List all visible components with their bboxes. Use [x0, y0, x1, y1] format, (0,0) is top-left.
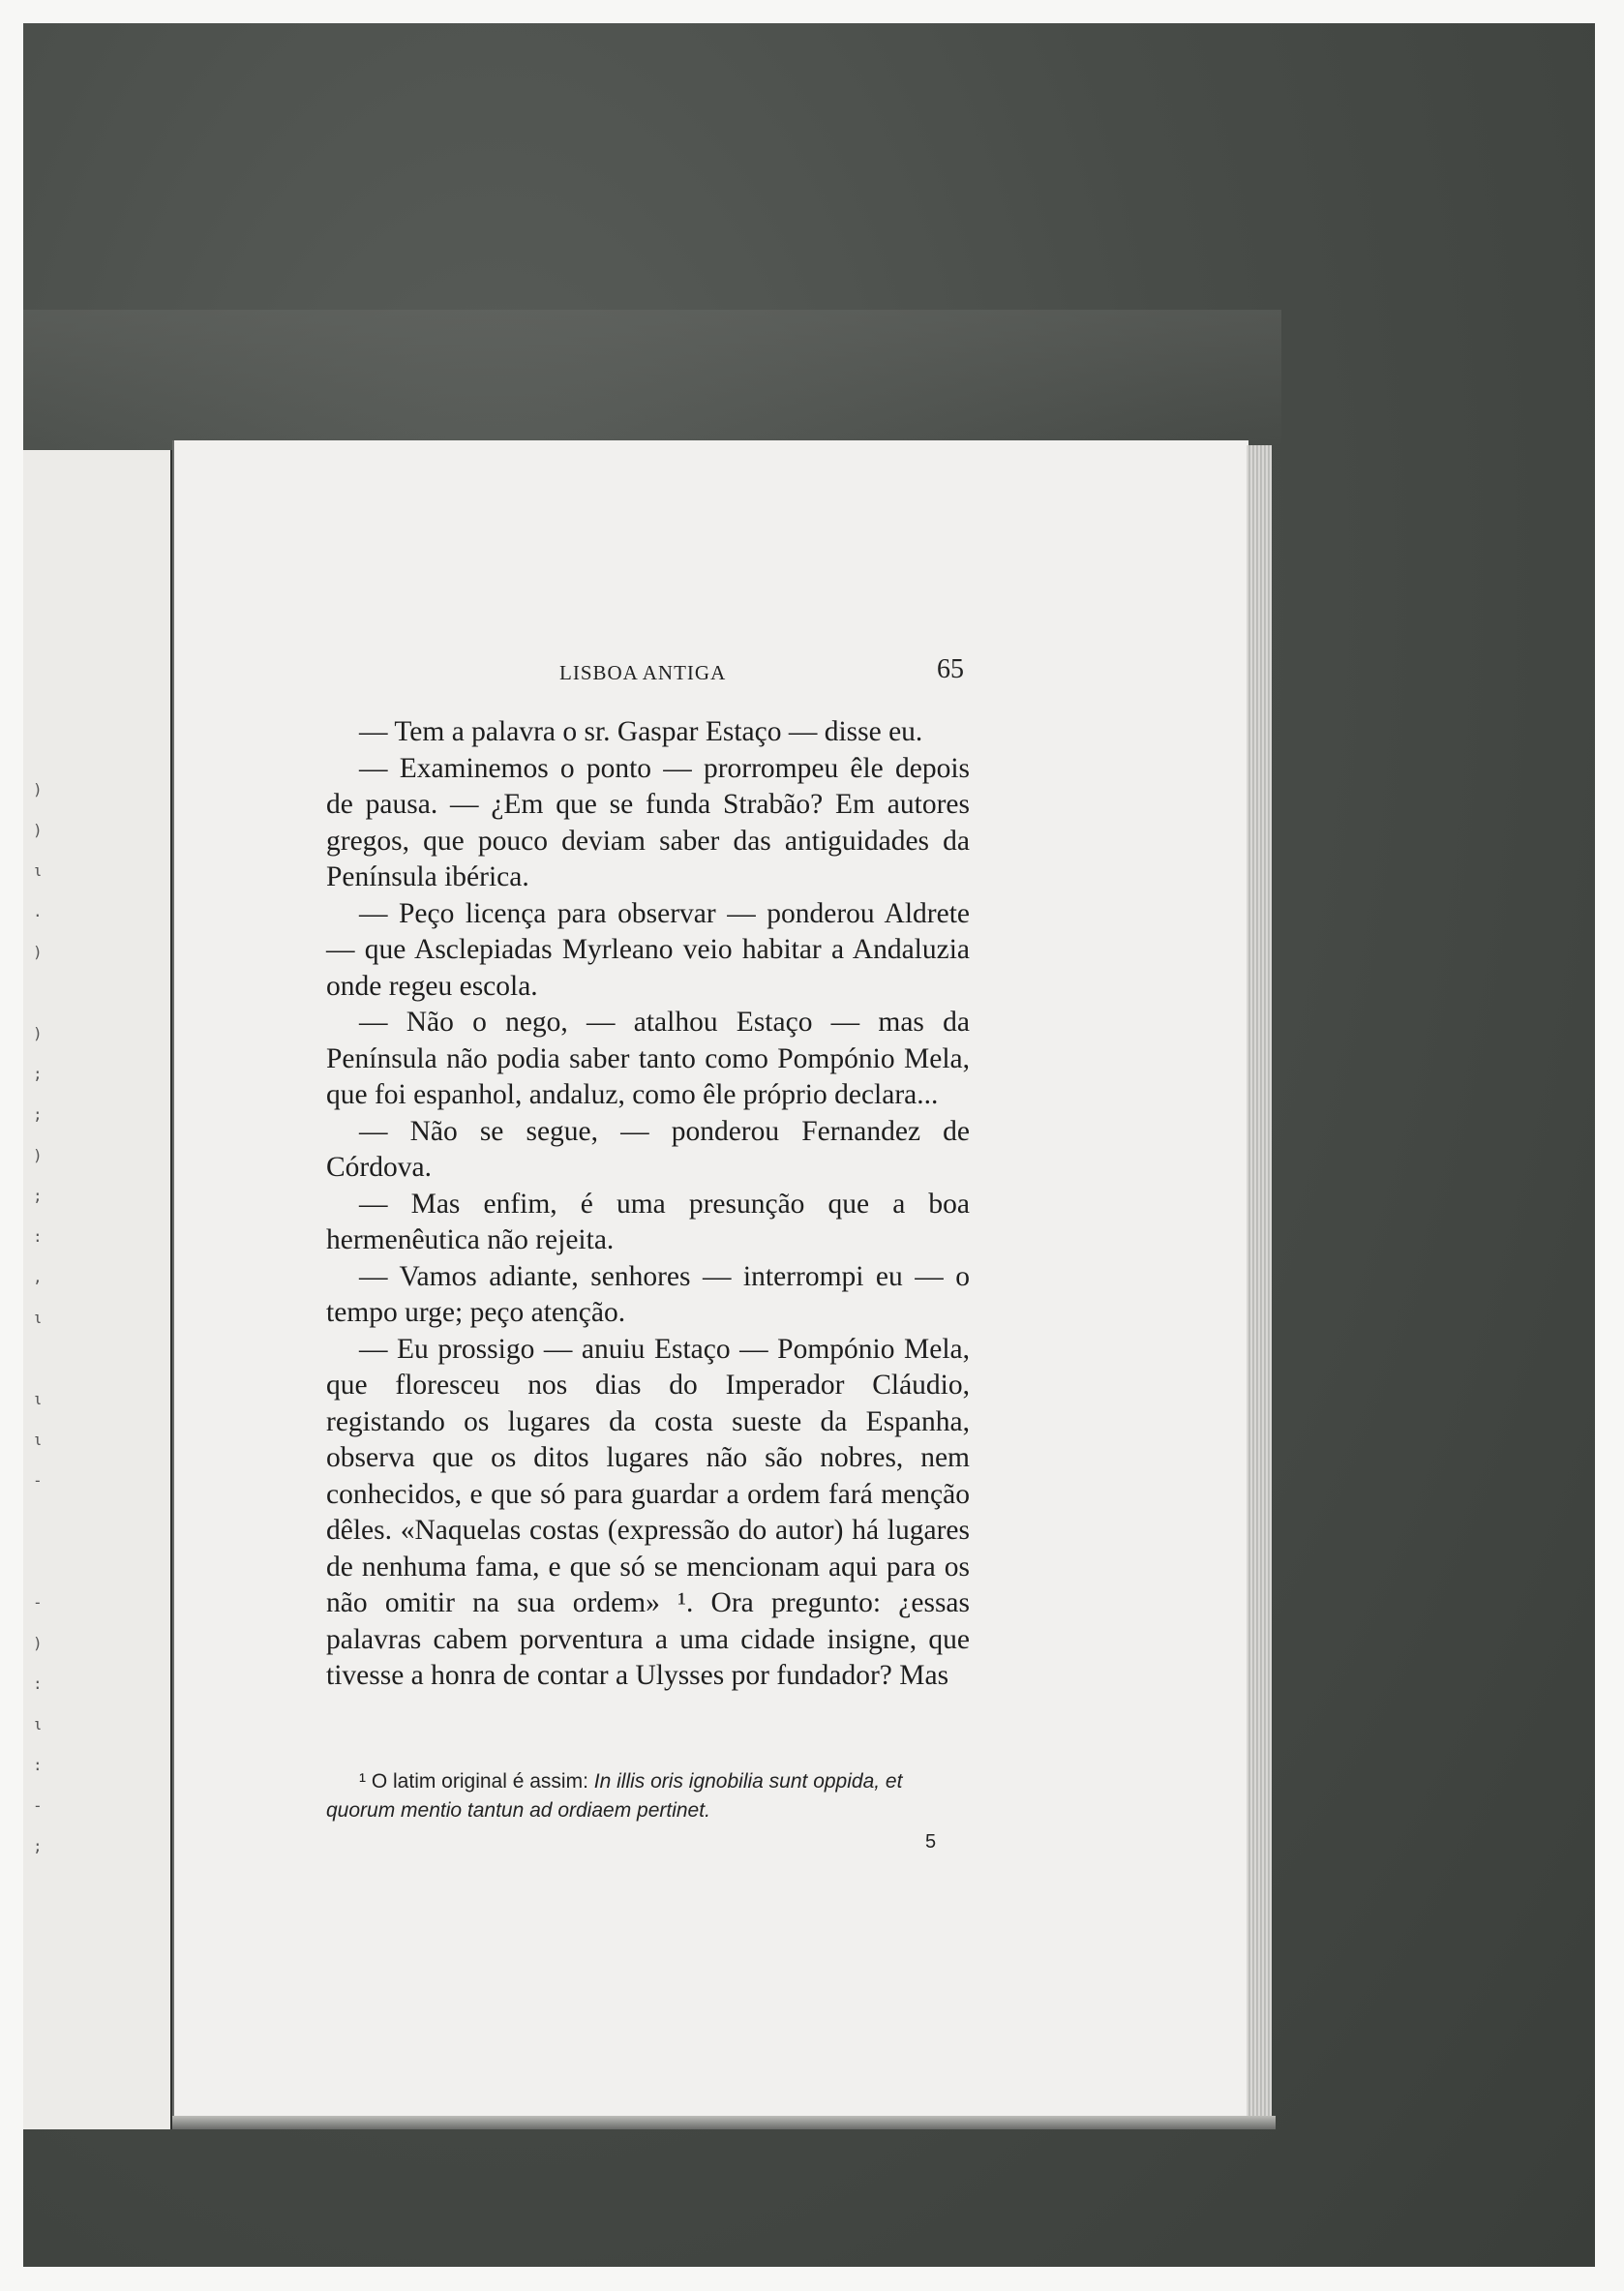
- photo-haze: [23, 310, 1281, 445]
- footnote-marker: ¹: [359, 1770, 366, 1793]
- running-title: LISBOA ANTIGA: [559, 661, 727, 684]
- paragraph: — Eu prossigo — anuiu Estaço — Pompónio Mela, que floresceu nos dias do Imperador Cláudio, registando os lugares da costa sueste da Espanha, observa que os ditos lugares não são nobres, nem conhecidos, e que só para guardar a ordem fará menção dêles. «Naquelas costas (expressão do autor) há lugares de nenhuma fama, e que só se mencionam aqui para os não omitir na sua ordem» ¹. Ora pregunto: ¿essas palavras cabem porventura a uma cidade insigne, que tivesse a honra de contar a Ulysses por fundador? Mas: [326, 1333, 970, 1691]
- left-page-edge: [23, 450, 173, 2129]
- signature-mark: 5: [925, 1831, 937, 1853]
- paragraph: — Não o nego, — atalhou Estaço — mas da Península não podia saber tanto como Pompónio Mela, que foi espanhol, andaluz, como êle próprio declara...: [326, 1007, 970, 1110]
- paragraph: — Vamos adiante, senhores — interrompi eu — o tempo urge; peço atenção.: [326, 1260, 970, 1328]
- paragraph: — Não se segue, — ponderou Fernandez de Córdova.: [326, 1115, 970, 1183]
- page-bottom-edge: [172, 2116, 1276, 2129]
- footnote: [326, 1767, 970, 1825]
- footnote-quote: In illis oris ignobilia sunt oppida, et quorum mentio tantun ad ordiaem pertinet.: [326, 1770, 903, 1822]
- paragraph: — Examinemos o ponto — prorrompeu êle depois de pausa. — ¿Em que se funda Strabão? Em autores gregos, que pouco deviam saber das antiguidades da Península ibérica.: [326, 752, 970, 892]
- footnote-lead: O latim original é assim:: [371, 1770, 588, 1793]
- page-number: 65: [937, 654, 964, 684]
- paragraph: — Peço licença para observar — ponderou Aldrete — que Asclepiadas Myrleano veio habitar a Andaluzia onde regeu escola.: [326, 897, 970, 1002]
- paragraph: — Mas enfim, é uma presunção que a boa hermenêutica não rejeita.: [326, 1188, 970, 1255]
- left-page-marks: ) ) ι . ) ) ; ; ) ; : , ι ι ι - - ) : ι : - ;: [33, 780, 43, 1855]
- body-text: [326, 714, 970, 1695]
- page-stack-edges: [1247, 445, 1272, 2129]
- paragraph: — Tem a palavra o sr. Gaspar Estaço — disse eu.: [359, 716, 923, 747]
